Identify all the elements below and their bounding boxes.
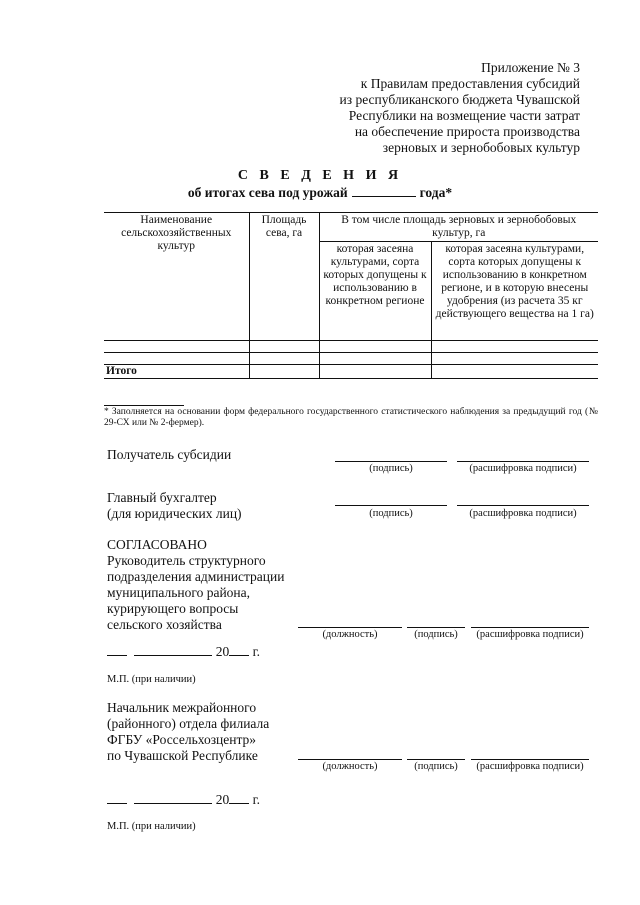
document-subtitle — [0, 185, 640, 201]
month-field[interactable] — [134, 643, 212, 656]
table-cell[interactable] — [249, 341, 319, 353]
stamp-note: М.П. (при наличии) — [107, 821, 196, 832]
document-title: С В Е Д Е Н И Я — [237, 168, 403, 183]
table-row — [104, 353, 598, 365]
table-cell[interactable] — [319, 341, 431, 353]
total-label: Итого — [104, 365, 249, 379]
appendix-line: к Правилам предоставления субсидий — [360, 76, 580, 91]
branch-line: по Чувашской Республике — [107, 748, 258, 763]
col-header-sub2: которая засеяна культурами, сорта которых допущены к использованию в конкретном регионе, и в которую внесены удобрения (из расчета 35 кг действующего вещества на 1 га) — [431, 242, 598, 341]
accountant-decode-line[interactable] — [457, 505, 589, 506]
table-cell[interactable] — [104, 341, 249, 353]
recipient-decode-line[interactable] — [457, 461, 589, 462]
decode-caption: (расшифровка подписи) — [469, 463, 577, 474]
year-field[interactable] — [229, 643, 249, 656]
subtitle-text: об итогах сева под урожай — [187, 185, 348, 200]
approved-line: Руководитель структурного — [107, 553, 266, 568]
table-cell[interactable] — [249, 353, 319, 365]
col-header-sub1: которая засеяна культурами, сорта которых допущены к использованию в конкретном регионе — [319, 242, 431, 341]
branch-line: (районного) отдела филиала — [107, 716, 270, 731]
signature-caption: (подпись) — [414, 629, 458, 640]
day-field[interactable] — [107, 643, 127, 656]
table-row — [104, 341, 598, 353]
year-suffix: г. — [252, 644, 261, 659]
signature-caption: (подпись) — [369, 463, 413, 474]
total-row — [104, 365, 598, 379]
year-prefix: 20 — [215, 792, 230, 807]
branch-date — [107, 791, 260, 808]
col-header-crops: Наименование сельскохозяйственных культур — [104, 213, 249, 341]
decode-caption: (расшифровка подписи) — [469, 508, 577, 519]
approved-date — [107, 643, 260, 660]
signature-caption: (подпись) — [414, 761, 458, 772]
col-header-group: В том числе площадь зерновых и зернобобовых культур, га — [319, 213, 598, 242]
approved-line: муниципального района, — [107, 585, 251, 600]
year-blank-field[interactable] — [352, 185, 416, 197]
appendix-line: из республиканского бюджета Чувашской — [339, 92, 580, 107]
branch-position-line[interactable] — [298, 759, 402, 760]
sowing-table — [104, 212, 598, 379]
branch-decode-line[interactable] — [471, 759, 589, 760]
branch-line: Начальник межрайонного — [107, 700, 257, 715]
table-cell[interactable] — [104, 353, 249, 365]
table-cell[interactable] — [319, 353, 431, 365]
approved-line: подразделения администрации — [107, 569, 285, 584]
accountant-sublabel: (для юридических лиц) — [107, 506, 242, 521]
signature-caption: (подпись) — [369, 508, 413, 519]
approved-heading: СОГЛАСОВАНО — [107, 537, 207, 552]
year-suffix: г. — [252, 792, 261, 807]
table-cell[interactable] — [319, 365, 431, 379]
approved-signature-line[interactable] — [407, 627, 465, 628]
year-prefix: 20 — [215, 644, 230, 659]
col-header-area: Площадь сева, га — [249, 213, 319, 341]
subtitle-suffix: года* — [419, 185, 453, 200]
approved-line: курирующего вопросы — [107, 601, 239, 616]
accountant-signature-line[interactable] — [335, 505, 447, 506]
position-caption: (должность) — [322, 761, 378, 772]
table-cell[interactable] — [249, 365, 319, 379]
year-field[interactable] — [229, 791, 249, 804]
appendix-line: зерновых и зернобобовых культур — [382, 140, 580, 155]
table-cell[interactable] — [431, 353, 598, 365]
position-caption: (должность) — [322, 629, 378, 640]
recipient-signature-line[interactable] — [335, 461, 447, 462]
branch-signature-line[interactable] — [407, 759, 465, 760]
appendix-line: Республики на возмещение части затрат — [348, 108, 580, 123]
accountant-label: Главный бухгалтер — [107, 490, 217, 505]
approved-line: сельского хозяйства — [107, 617, 222, 632]
footnote-separator — [104, 405, 184, 406]
appendix-line: на обеспечение прироста производства — [354, 124, 580, 139]
table-cell[interactable] — [431, 341, 598, 353]
appendix-header — [300, 60, 580, 156]
appendix-line: Приложение № 3 — [481, 60, 580, 75]
footnote: * Заполняется на основании форм федерального государственного статистического наблюдения за предыдущий год (№ 29-СХ или № 2-фермер). — [104, 407, 598, 428]
stamp-note: М.П. (при наличии) — [107, 674, 196, 685]
decode-caption: (расшифровка подписи) — [476, 761, 584, 772]
day-field[interactable] — [107, 791, 127, 804]
branch-line: ФГБУ «Россельхозцентр» — [107, 732, 257, 747]
decode-caption: (расшифровка подписи) — [476, 629, 584, 640]
month-field[interactable] — [134, 791, 212, 804]
approved-position-line[interactable] — [298, 627, 402, 628]
table-cell[interactable] — [431, 365, 598, 379]
recipient-label: Получатель субсидии — [107, 447, 232, 462]
approved-decode-line[interactable] — [471, 627, 589, 628]
